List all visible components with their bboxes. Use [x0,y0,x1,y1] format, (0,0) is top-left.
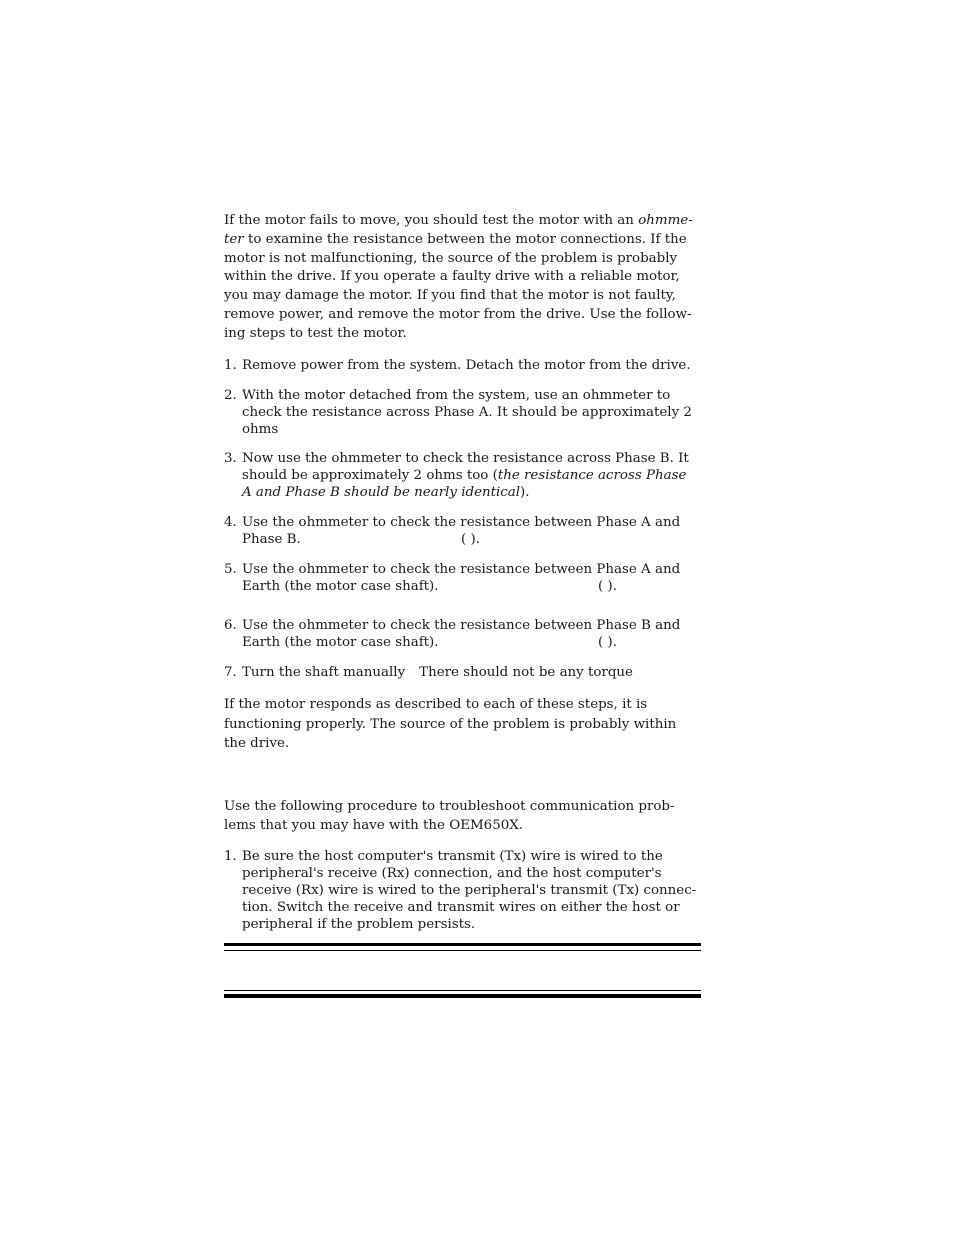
step-number: 1. [224,358,237,373]
step-text: Use the ohmmeter to check the resistance between Phase A and [242,515,681,530]
comm-intro-line-2: lems that you may have with the OEM650X. [224,817,524,833]
note-box-bottom-thin-rule [224,990,701,991]
intro-emphasis: ter [224,231,244,247]
intro-line-4: within the drive. If you operate a faulty drive with a reliable motor, [224,269,680,285]
step-text: ohms [242,422,279,437]
note-box-bottom-thick-rule [224,994,701,998]
step-body [242,664,633,681]
motor-step-1 [224,357,691,374]
step-emphasis: A and Phase B should be nearly identical [242,485,521,500]
step-text: receive (Rx) wire is wired to the peripheral's transmit (Tx) connec- [242,883,697,898]
comm-step-1 [224,848,696,933]
conclusion-line-2: functioning properly. The source of the problem is probably within [224,716,677,732]
motor-step-2 [224,387,692,438]
step-text: With the motor detached from the system, use an ohmmeter to [242,388,671,403]
step-text-part: should be approximately 2 ohms too ( [242,468,498,483]
conclusion-line-3: the drive. [224,736,290,751]
step-text-part: ). [520,485,530,500]
step-text: Remove power from the system. Detach the motor from the drive. [242,358,691,373]
intro-line-1 [224,212,693,231]
conclusion-line-1: If the motor responds as described to each of these steps, it is [224,697,648,712]
note-box-top-thick-rule [224,943,701,946]
step-body [242,357,691,374]
step-text-part: There should not be any torque [419,665,633,680]
step-text: peripheral's receive (Rx) connection, and the host computer's [242,866,662,881]
step-emphasis: the resistance across Phase [497,468,687,483]
motor-step-6 [224,617,680,651]
motor-step-5 [224,561,680,595]
note-box-top-thin-rule [224,950,701,951]
intro-text: If the motor fails to move, you should test the motor with an [224,213,639,228]
step-paren: ( ). [598,579,617,594]
motor-test-conclusion [224,695,676,754]
step-paren: ( ). [598,635,617,650]
step-number: 6. [224,618,237,633]
step-text [242,484,689,501]
intro-line-3: motor is not malfunctioning, the source of the problem is probably [224,250,678,266]
step-text-part: Turn the shaft manually [242,665,406,680]
intro-line-2 [224,231,693,250]
step-body [242,514,680,548]
step-body [242,450,689,501]
step-text: Now use the ohmmeter to check the resistance across Phase B. It [242,451,689,466]
step-body [242,561,680,595]
intro-line-7: ing steps to test the motor. [224,325,407,341]
step-text: Be sure the host computer's transmit (Tx) wire is wired to the [242,849,663,864]
motor-step-7 [224,664,633,681]
step-text [242,467,689,484]
step-number: 3. [224,451,237,466]
step-number: 1. [224,849,237,864]
step-text [242,531,680,548]
intro-line-5: you may damage the motor. If you find that the motor is not faulty, [224,288,676,304]
motor-step-4 [224,514,680,548]
step-text-part: Earth (the motor case shaft). [242,635,439,650]
step-text: check the resistance across Phase A. It should be approximately 2 [242,405,692,420]
step-text-part: Earth (the motor case shaft). [242,579,439,594]
step-text-part: Phase B. [242,532,301,547]
intro-line-6: remove power, and remove the motor from the drive. Use the follow- [224,306,692,322]
step-text: tion. Switch the receive and transmit wires on either the host or [242,900,680,915]
intro-emphasis: ohmme- [638,213,693,228]
step-body [242,617,680,651]
step-text [242,578,680,595]
step-number: 7. [224,665,237,680]
motor-step-3 [224,450,689,501]
step-text [242,664,633,681]
step-number: 2. [224,388,237,403]
step-number: 4. [224,515,237,530]
comm-intro-line-1: Use the following procedure to troubleshoot communication prob- [224,799,675,814]
step-paren: ( ). [461,532,480,547]
intro-text: to examine the resistance between the motor connections. If the [243,231,687,247]
step-body [242,387,692,438]
step-text: Use the ohmmeter to check the resistance between Phase A and [242,562,681,577]
motor-test-intro [224,212,693,344]
step-body [242,848,696,933]
step-text: Use the ohmmeter to check the resistance between Phase B and [242,618,681,633]
step-text [242,634,680,651]
step-number: 5. [224,562,237,577]
step-text: peripheral if the problem persists. [242,917,476,932]
comm-troubleshoot-intro [224,798,675,836]
